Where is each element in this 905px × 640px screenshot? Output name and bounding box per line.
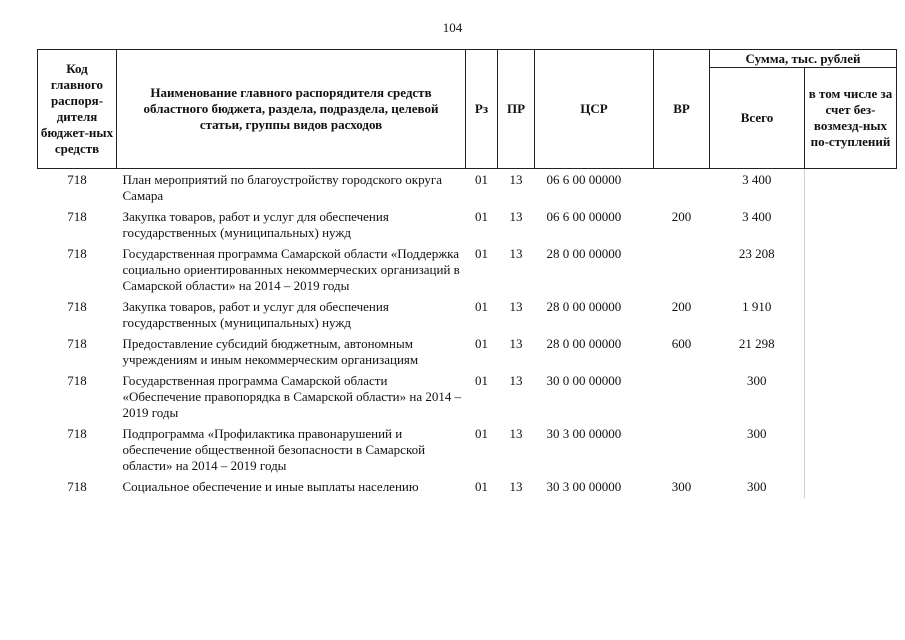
table-header: [38, 50, 897, 169]
row-pr: 13: [509, 336, 523, 351]
header-rz: Рз: [466, 50, 498, 169]
row-csr: 28 0 00 00000: [546, 246, 622, 261]
row-vr: [654, 244, 710, 297]
row-rz: 01: [475, 336, 488, 351]
row-csr: 30 0 00 00000: [546, 373, 622, 388]
row-pr: 13: [509, 172, 523, 187]
page-number: 104: [442, 20, 463, 35]
row-name: План мероприятий по благоустройству городского округа Самара: [122, 172, 442, 203]
row-csr: 30 3 00 00000: [546, 426, 622, 441]
row-total: 21 298: [738, 336, 775, 351]
header-name: Наименование главного распорядителя средств областного бюджета, раздела, подраздела, целевой статьи, группы видов расходов: [117, 50, 466, 169]
row-rz: 01: [475, 209, 488, 224]
row-total: 300: [747, 373, 767, 388]
budget-table: [37, 49, 897, 498]
row-rz: 01: [475, 373, 488, 388]
row-code: 718: [67, 336, 87, 351]
header-pr: ПР: [498, 50, 535, 169]
header-vr: ВР: [654, 50, 710, 169]
row-free: [805, 207, 897, 244]
row-code: 718: [67, 246, 87, 261]
table-row: [38, 477, 897, 498]
row-name: Государственная программа Самарской области «Обеспечение правопорядка в Самарской области» на 2014 – 2019 годы: [122, 373, 462, 420]
row-rz: 01: [475, 479, 488, 494]
row-free: [805, 424, 897, 477]
row-pr: 13: [509, 246, 523, 261]
table-row: [38, 371, 897, 424]
row-total: 1 910: [742, 299, 772, 314]
row-total: 3 400: [742, 172, 772, 187]
row-vr: [654, 371, 710, 424]
row-pr: 13: [509, 299, 523, 314]
row-vr: 300: [671, 479, 692, 494]
row-code: 718: [67, 299, 87, 314]
row-csr: 06 6 00 00000: [546, 172, 622, 187]
row-rz: 01: [475, 299, 488, 314]
row-pr: 13: [509, 479, 523, 494]
row-name: Закупка товаров, работ и услуг для обеспечения государственных (муниципальных) нужд: [122, 299, 389, 330]
row-code: 718: [67, 479, 87, 494]
row-vr: 200: [671, 299, 692, 314]
row-total: 300: [747, 426, 767, 441]
row-free: [805, 371, 897, 424]
row-code: 718: [67, 373, 87, 388]
row-free: [805, 297, 897, 334]
row-vr: 600: [671, 336, 692, 351]
row-csr: 28 0 00 00000: [546, 299, 622, 314]
table-row: [38, 207, 897, 244]
table-row: [38, 244, 897, 297]
row-free: [805, 244, 897, 297]
row-code: 718: [67, 426, 87, 441]
row-csr: 06 6 00 00000: [546, 209, 622, 224]
row-csr: 30 3 00 00000: [546, 479, 622, 494]
row-pr: 13: [509, 209, 523, 224]
row-total: 23 208: [738, 246, 775, 261]
row-name: Подпрограмма «Профилактика правонарушений и обеспечение общественной безопасности в Самарской области» на 2014 – 2019 годы: [122, 426, 426, 473]
row-rz: 01: [475, 246, 488, 261]
header-sum: Сумма, тыс. рублей: [710, 50, 897, 68]
row-free: [805, 477, 897, 498]
table-body: [38, 169, 897, 499]
row-name: Социальное обеспечение и иные выплаты населению: [122, 479, 419, 494]
row-free: [805, 334, 897, 371]
table-row: [38, 297, 897, 334]
row-total: 300: [747, 479, 767, 494]
header-csr: ЦСР: [535, 50, 654, 169]
table-row: [38, 169, 897, 208]
row-pr: 13: [509, 426, 523, 441]
row-code: 718: [67, 209, 87, 224]
row-vr: [654, 424, 710, 477]
row-name: Государственная программа Самарской области «Поддержка социально ориентированных некоммерческих организаций в Самарской области» на 2014 – 2019 годы: [122, 246, 460, 293]
row-pr: 13: [509, 373, 523, 388]
header-code: Код главного распоря-дителя бюджет-ных средств: [38, 50, 117, 169]
row-name: Предоставление субсидий бюджетным, автономным учреждениям и иным некоммерческим организациям: [122, 336, 419, 367]
row-name: Закупка товаров, работ и услуг для обеспечения государственных (муниципальных) нужд: [122, 209, 389, 240]
row-vr: [654, 169, 710, 208]
row-csr: 28 0 00 00000: [546, 336, 622, 351]
table-row: [38, 334, 897, 371]
header-total: Всего: [710, 68, 805, 169]
row-code: 718: [67, 172, 87, 187]
row-rz: 01: [475, 426, 488, 441]
row-rz: 01: [475, 172, 488, 187]
header-free: в том числе за счет без-возмезд-ных по-ступлений: [805, 68, 897, 169]
row-total: 3 400: [742, 209, 772, 224]
table-row: [38, 424, 897, 477]
row-vr: 200: [671, 209, 692, 224]
row-free: [805, 169, 897, 208]
